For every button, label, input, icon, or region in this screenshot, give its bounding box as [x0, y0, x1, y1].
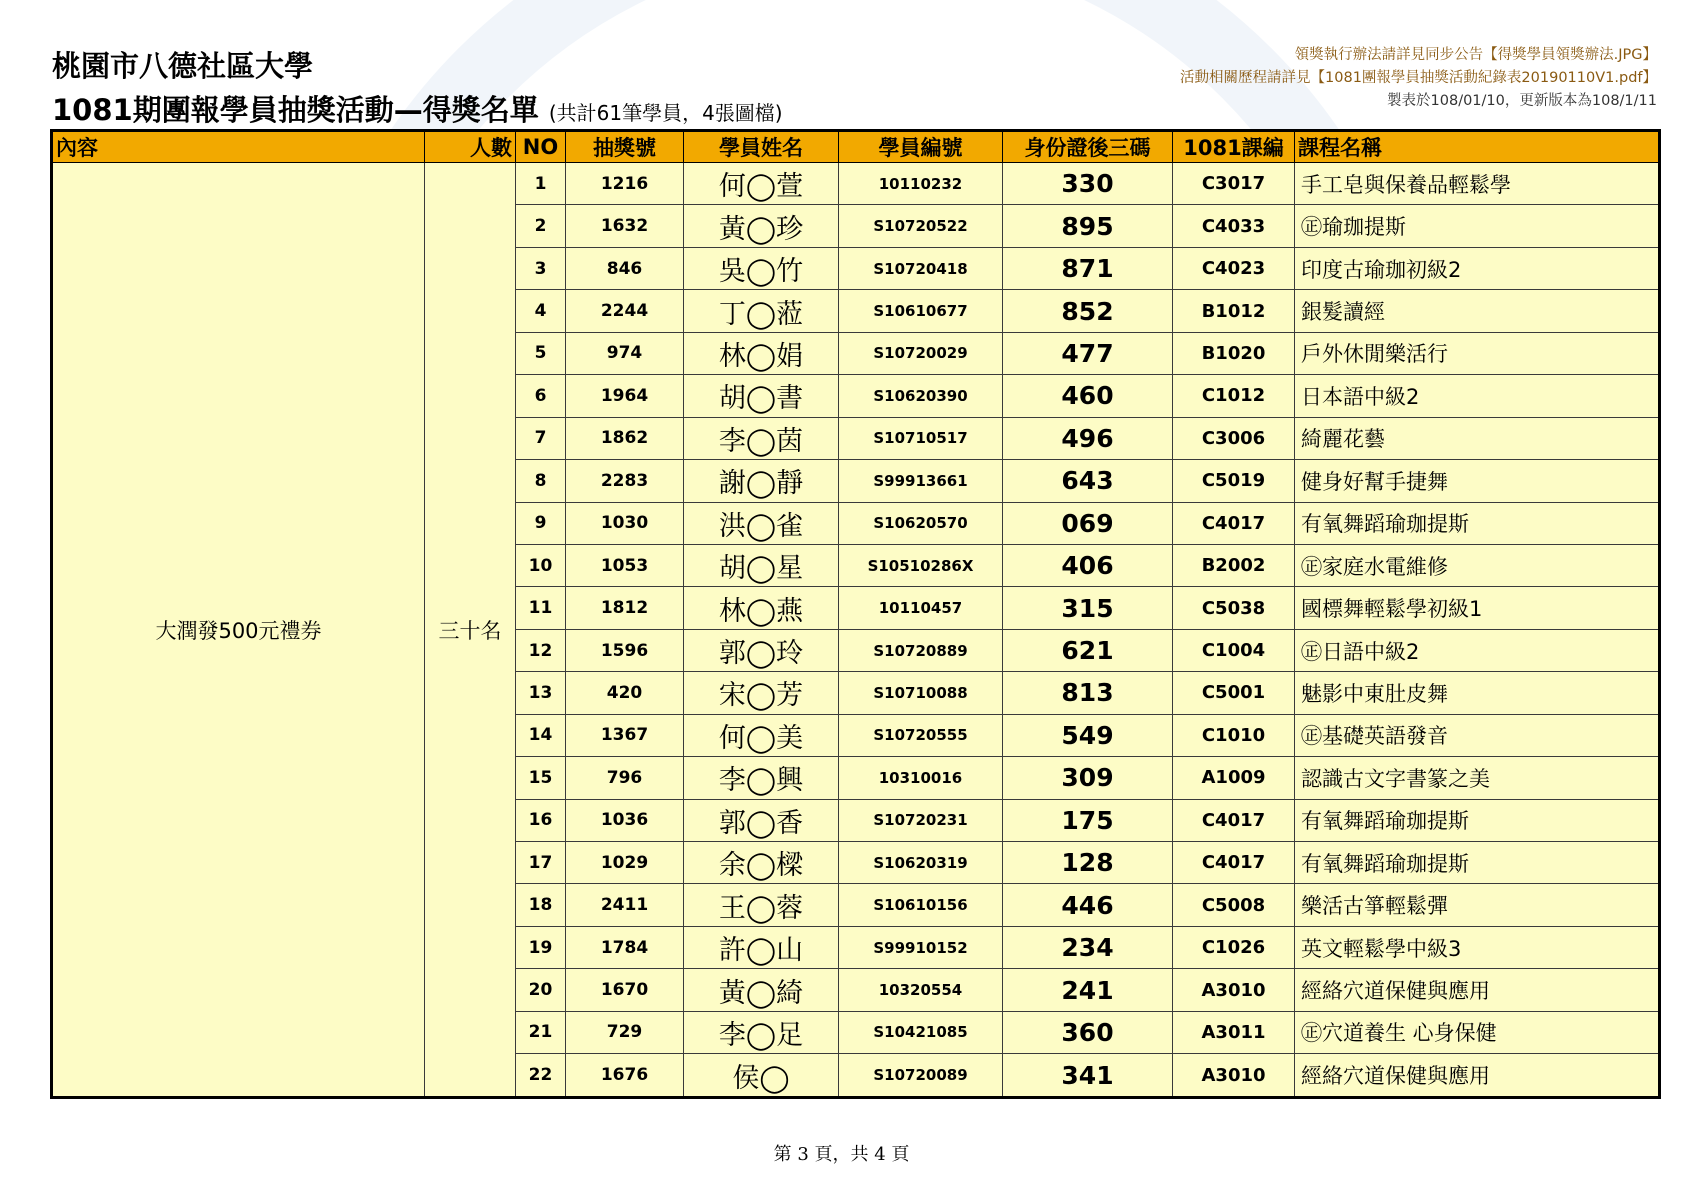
cell-student-id: 10310016: [839, 757, 1003, 799]
cell-id-last3: 330: [1003, 163, 1173, 205]
cell-course-code: C4017: [1173, 502, 1295, 544]
cell-student-id: S10710088: [839, 672, 1003, 714]
cell-no: 6: [516, 375, 566, 417]
cell-course-name: 有氧舞蹈瑜珈提斯: [1295, 502, 1660, 544]
cell-course-name: 國標舞輕鬆學初級1: [1295, 587, 1660, 629]
cell-no: 21: [516, 1011, 566, 1053]
cell-student-name: 郭◯玲: [684, 629, 839, 671]
cell-course-name: 英文輕鬆學中級3: [1295, 926, 1660, 968]
cell-student-id: S10620390: [839, 375, 1003, 417]
col-header-no: NO: [516, 131, 566, 163]
cell-course-name: 印度古瑜珈初級2: [1295, 247, 1660, 289]
cell-lottery-number: 1036: [566, 799, 684, 841]
cell-student-id: S10720522: [839, 205, 1003, 247]
cell-id-last3: 341: [1003, 1054, 1173, 1098]
cell-student-name: 胡◯星: [684, 544, 839, 586]
cell-id-last3: 406: [1003, 544, 1173, 586]
cell-lottery-number: 1862: [566, 417, 684, 459]
cell-course-code: C5019: [1173, 460, 1295, 502]
cell-no: 4: [516, 290, 566, 332]
cell-course-code: C1010: [1173, 714, 1295, 756]
cell-lottery-number: 1367: [566, 714, 684, 756]
cell-student-id: S10710517: [839, 417, 1003, 459]
cell-course-code: A1009: [1173, 757, 1295, 799]
cell-lottery-number: 1030: [566, 502, 684, 544]
cell-lottery-number: 1029: [566, 842, 684, 884]
cell-no: 12: [516, 629, 566, 671]
cell-course-name: ㊣基礎英語發音: [1295, 714, 1660, 756]
cell-course-code: A3011: [1173, 1011, 1295, 1053]
cell-course-code: C5001: [1173, 672, 1295, 714]
cell-lottery-number: 420: [566, 672, 684, 714]
cell-lottery-number: 1812: [566, 587, 684, 629]
cell-course-name: ㊣瑜珈提斯: [1295, 205, 1660, 247]
cell-course-name: 魅影中東肚皮舞: [1295, 672, 1660, 714]
cell-no: 18: [516, 884, 566, 926]
cell-no: 7: [516, 417, 566, 459]
cell-no: 15: [516, 757, 566, 799]
table-header-row: [52, 131, 1660, 163]
cell-student-name: 吳◯竹: [684, 247, 839, 289]
event-subtitle: (共計61筆學員，4張圖檔): [548, 101, 783, 125]
cell-student-name: 郭◯香: [684, 799, 839, 841]
cell-course-code: C5038: [1173, 587, 1295, 629]
note-activity-record: 活動相關歷程請詳見【1081團報學員抽獎活動紀錄表20190110V1.pdf】: [1180, 70, 1657, 86]
cell-course-name: 手工皂與保養品輕鬆學: [1295, 163, 1660, 205]
cell-no: 8: [516, 460, 566, 502]
cell-no: 17: [516, 842, 566, 884]
cell-no: 5: [516, 332, 566, 374]
cell-student-name: 王◯蓉: [684, 884, 839, 926]
cell-lottery-number: 796: [566, 757, 684, 799]
cell-no: 14: [516, 714, 566, 756]
cell-course-name: 戶外休閒樂活行: [1295, 332, 1660, 374]
cell-id-last3: 241: [1003, 969, 1173, 1011]
cell-student-id: S10610156: [839, 884, 1003, 926]
cell-student-name: 許◯山: [684, 926, 839, 968]
cell-student-name: 謝◯靜: [684, 460, 839, 502]
cell-no: 9: [516, 502, 566, 544]
cell-lottery-number: 846: [566, 247, 684, 289]
cell-no: 3: [516, 247, 566, 289]
cell-student-name: 余◯樑: [684, 842, 839, 884]
cell-id-last3: 309: [1003, 757, 1173, 799]
table-body: [52, 163, 1660, 1098]
col-header-count: 人數: [425, 131, 516, 163]
cell-lottery-number: 1216: [566, 163, 684, 205]
cell-id-last3: 069: [1003, 502, 1173, 544]
col-header-lottery-number: 抽獎號: [566, 131, 684, 163]
cell-course-code: A3010: [1173, 969, 1295, 1011]
winner-count-cell: 三十名: [425, 163, 516, 1098]
table-row: [52, 163, 1660, 205]
cell-course-code: A3010: [1173, 1054, 1295, 1098]
cell-course-code: C4033: [1173, 205, 1295, 247]
cell-student-name: 李◯茵: [684, 417, 839, 459]
cell-course-code: C4017: [1173, 842, 1295, 884]
cell-student-id: 10110232: [839, 163, 1003, 205]
cell-id-last3: 446: [1003, 884, 1173, 926]
cell-course-name: 有氧舞蹈瑜珈提斯: [1295, 799, 1660, 841]
cell-no: 10: [516, 544, 566, 586]
cell-lottery-number: 1053: [566, 544, 684, 586]
cell-lottery-number: 1632: [566, 205, 684, 247]
cell-course-code: B2002: [1173, 544, 1295, 586]
cell-course-name: 認識古文字書篆之美: [1295, 757, 1660, 799]
cell-student-name: 洪◯雀: [684, 502, 839, 544]
cell-course-name: ㊣穴道養生 心身保健: [1295, 1011, 1660, 1053]
cell-no: 16: [516, 799, 566, 841]
prize-cell: 大潤發500元禮券: [52, 163, 425, 1098]
cell-lottery-number: 2244: [566, 290, 684, 332]
school-name: 桃園市八德社區大學: [52, 49, 314, 83]
cell-student-id: S10620570: [839, 502, 1003, 544]
cell-no: 2: [516, 205, 566, 247]
cell-student-id: 10110457: [839, 587, 1003, 629]
cell-course-code: C1012: [1173, 375, 1295, 417]
cell-id-last3: 128: [1003, 842, 1173, 884]
cell-no: 22: [516, 1054, 566, 1098]
cell-lottery-number: 974: [566, 332, 684, 374]
col-header-course-name: 課程名稱: [1295, 131, 1660, 163]
cell-course-name: 日本語中級2: [1295, 375, 1660, 417]
cell-course-name: 樂活古箏輕鬆彈: [1295, 884, 1660, 926]
note-version-date: 製表於108/01/10，更新版本為108/1/11: [1387, 93, 1657, 109]
cell-student-name: 宋◯芳: [684, 672, 839, 714]
cell-student-id: S10610677: [839, 290, 1003, 332]
cell-course-code: B1020: [1173, 332, 1295, 374]
cell-student-name: 林◯娟: [684, 332, 839, 374]
cell-student-id: S10720089: [839, 1054, 1003, 1098]
cell-id-last3: 895: [1003, 205, 1173, 247]
cell-student-id: S10510286X: [839, 544, 1003, 586]
cell-student-id: S10720418: [839, 247, 1003, 289]
cell-course-code: C1004: [1173, 629, 1295, 671]
cell-lottery-number: 1784: [566, 926, 684, 968]
note-award-rules: 領獎執行辦法請詳見同步公告【得獎學員領獎辦法.JPG】: [1294, 47, 1657, 63]
cell-course-code: B1012: [1173, 290, 1295, 332]
cell-student-name: 黃◯綺: [684, 969, 839, 1011]
cell-lottery-number: 1676: [566, 1054, 684, 1098]
cell-id-last3: 175: [1003, 799, 1173, 841]
cell-no: 11: [516, 587, 566, 629]
cell-course-name: 經絡穴道保健與應用: [1295, 1054, 1660, 1098]
cell-student-name: 黃◯珍: [684, 205, 839, 247]
cell-id-last3: 234: [1003, 926, 1173, 968]
cell-lottery-number: 1964: [566, 375, 684, 417]
cell-student-id: S10720889: [839, 629, 1003, 671]
cell-course-name: 經絡穴道保健與應用: [1295, 969, 1660, 1011]
cell-student-id: S10720029: [839, 332, 1003, 374]
cell-student-name: 李◯興: [684, 757, 839, 799]
cell-id-last3: 477: [1003, 332, 1173, 374]
cell-student-id: S10720231: [839, 799, 1003, 841]
cell-student-name: 何◯美: [684, 714, 839, 756]
cell-student-name: 林◯燕: [684, 587, 839, 629]
cell-no: 20: [516, 969, 566, 1011]
cell-course-name: 銀髮讀經: [1295, 290, 1660, 332]
cell-id-last3: 813: [1003, 672, 1173, 714]
page-number: 第 3 頁，共 4 頁: [773, 1144, 910, 1165]
cell-id-last3: 460: [1003, 375, 1173, 417]
cell-student-name: 丁◯蒞: [684, 290, 839, 332]
cell-id-last3: 852: [1003, 290, 1173, 332]
cell-student-id: 10320554: [839, 969, 1003, 1011]
cell-course-name: 綺麗花藝: [1295, 417, 1660, 459]
cell-id-last3: 549: [1003, 714, 1173, 756]
cell-course-code: C5008: [1173, 884, 1295, 926]
cell-id-last3: 496: [1003, 417, 1173, 459]
cell-course-code: C3017: [1173, 163, 1295, 205]
cell-course-name: 有氧舞蹈瑜珈提斯: [1295, 842, 1660, 884]
cell-course-name: ㊣日語中級2: [1295, 629, 1660, 671]
cell-student-name: 胡◯書: [684, 375, 839, 417]
col-header-course-code: 1081課編: [1173, 131, 1295, 163]
cell-course-name: ㊣家庭水電維修: [1295, 544, 1660, 586]
col-header-student-id: 學員編號: [839, 131, 1003, 163]
col-header-id-last3: 身份證後三碼: [1003, 131, 1173, 163]
cell-no: 1: [516, 163, 566, 205]
cell-student-id: S99913661: [839, 460, 1003, 502]
cell-course-code: C3006: [1173, 417, 1295, 459]
cell-student-name: 李◯足: [684, 1011, 839, 1053]
cell-lottery-number: 1596: [566, 629, 684, 671]
cell-student-id: S10720555: [839, 714, 1003, 756]
cell-lottery-number: 2283: [566, 460, 684, 502]
cell-id-last3: 360: [1003, 1011, 1173, 1053]
event-title-main: 1081期團報學員抽獎活動—得獎名單: [52, 93, 539, 127]
cell-student-name: 侯◯: [684, 1054, 839, 1098]
cell-lottery-number: 729: [566, 1011, 684, 1053]
winners-table: [50, 129, 1661, 1099]
cell-id-last3: 643: [1003, 460, 1173, 502]
cell-student-name: 何◯萱: [684, 163, 839, 205]
event-title: [52, 88, 783, 129]
cell-student-id: S99910152: [839, 926, 1003, 968]
cell-student-id: S10421085: [839, 1011, 1003, 1053]
cell-id-last3: 621: [1003, 629, 1173, 671]
cell-student-id: S10620319: [839, 842, 1003, 884]
cell-course-name: 健身好幫手捷舞: [1295, 460, 1660, 502]
cell-lottery-number: 1670: [566, 969, 684, 1011]
header-notes: [1180, 44, 1657, 113]
cell-no: 13: [516, 672, 566, 714]
cell-id-last3: 315: [1003, 587, 1173, 629]
cell-course-code: C1026: [1173, 926, 1295, 968]
cell-no: 19: [516, 926, 566, 968]
cell-course-code: C4017: [1173, 799, 1295, 841]
cell-id-last3: 871: [1003, 247, 1173, 289]
cell-lottery-number: 2411: [566, 884, 684, 926]
col-header-content: 內容: [52, 131, 425, 163]
cell-course-code: C4023: [1173, 247, 1295, 289]
col-header-student-name: 學員姓名: [684, 131, 839, 163]
